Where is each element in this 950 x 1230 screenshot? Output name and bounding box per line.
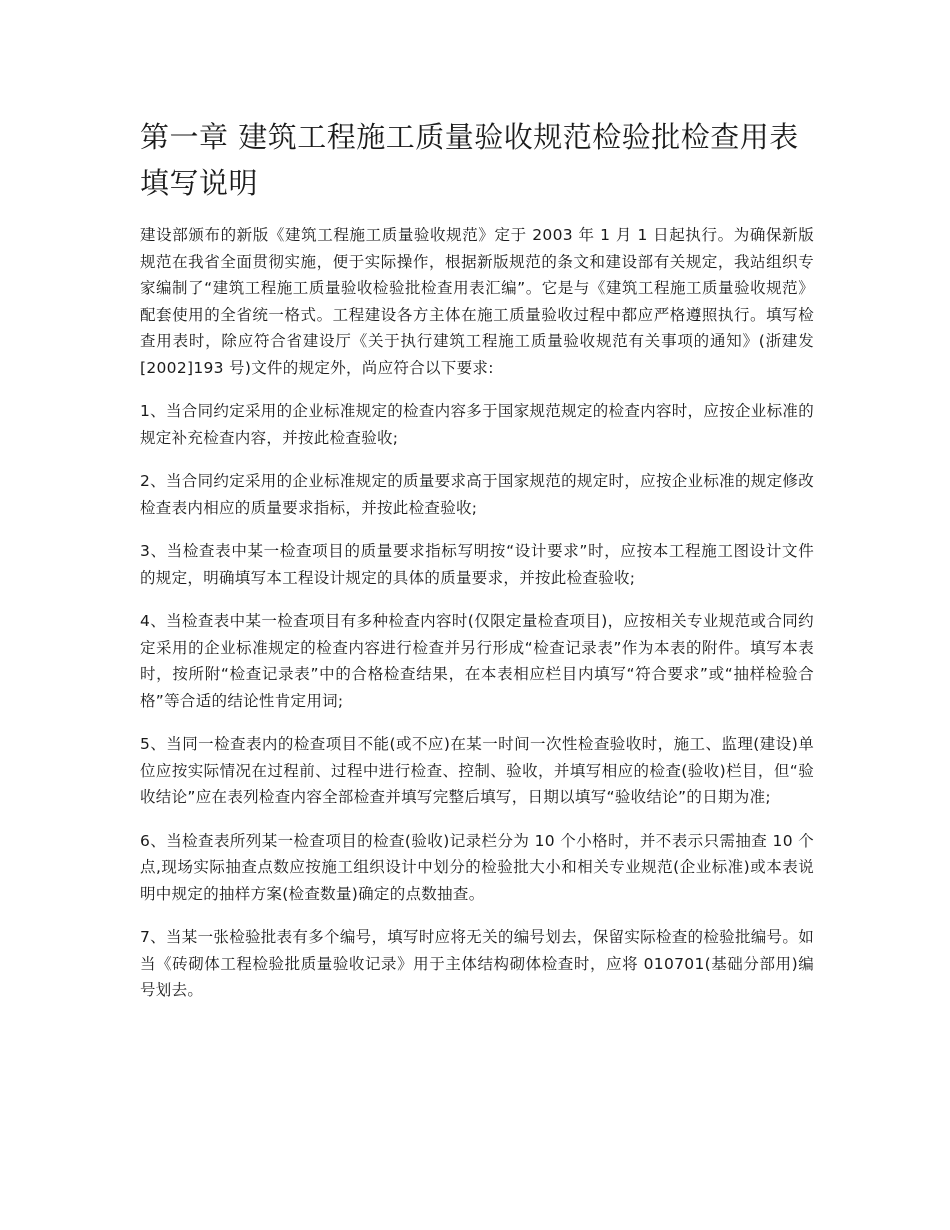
rule-paragraph-3: 3、当检查表中某一检查项目的质量要求指标写明按“设计要求”时，应按本工程施工图设计文件的规定，明确填写本工程设计规定的具体的质量要求，并按此检查验收;	[140, 542, 814, 587]
rule-paragraph-5: 5、当同一检查表内的检查项目不能(或不应)在某一时间一次性检查验收时，施工、监理(建设)单位应按实际情况在过程前、过程中进行检查、控制、验收，并填写相应的检查(验收)栏目，但“验收结论”应在表列检查内容全部检查并填写完整后填写，日期以填写“验收结论”的日期为准;	[140, 735, 814, 806]
rule-paragraph-6: 6、当检查表所列某一检查项目的检查(验收)记录栏分为 10 个小格时，并不表示只需抽查 10 个点,现场实际抽查点数应按施工组织设计中划分的检验批大小和相关专业规范(企业标准)或本表说明中规定的抽样方案(检查数量)确定的点数抽查。	[140, 831, 814, 903]
intro-paragraph: 建设部颁布的新版《建筑工程施工质量验收规范》定于 2003 年 1 月 1 日起执行。为确保新版规范在我省全面贯彻实施，便于实际操作，根据新版规范的条文和建设部有关规定，我站组织专家编制了“建筑工程施工质量验收检验批检查用表汇编”。它是与《建筑工程施工质量验收规范》配套使用的全省统一格式。工程建设各方主体在施工质量验收过程中都应严格遵照执行。填写检查用表时，除应符合省建设厅《关于执行建筑工程施工质量验收规范有关事项的通知》(浙建发[2002]193 号)文件的规定外，尚应符合以下要求:	[140, 226, 814, 377]
rule-paragraph-7: 7、当某一张检验批表有多个编号，填写时应将无关的编号划去，保留实际检查的检验批编号。如当《砖砌体工程检验批质量验收记录》用于主体结构砌体检查时，应将 010701(基础分部用)编号划去。	[140, 928, 814, 999]
rule-paragraph-2: 2、当合同约定采用的企业标准规定的质量要求高于国家规范的规定时，应按企业标准的规定修改检查表内相应的质量要求指标，并按此检查验收;	[140, 472, 814, 517]
rule-paragraph-4: 4、当检查表中某一检查项目有多种检查内容时(仅限定量检查项目)，应按相关专业规范或合同约定采用的企业标准规定的检查内容进行检查并另行形成“检查记录表”作为本表的附件。填写本表时，按所附“检查记录表”中的合格检查结果，在本表相应栏目内填写“符合要求”或“抽样检验合格”等合适的结论性肯定用词;	[140, 612, 814, 710]
page-title: 第一章 建筑工程施工质量验收规范检验批检查用表填写说明	[140, 120, 799, 200]
rule-paragraph-1: 1、当合同约定采用的企业标准规定的检查内容多于国家规范规定的检查内容时，应按企业标准的规定补充检查内容，并按此检查验收;	[140, 402, 814, 447]
